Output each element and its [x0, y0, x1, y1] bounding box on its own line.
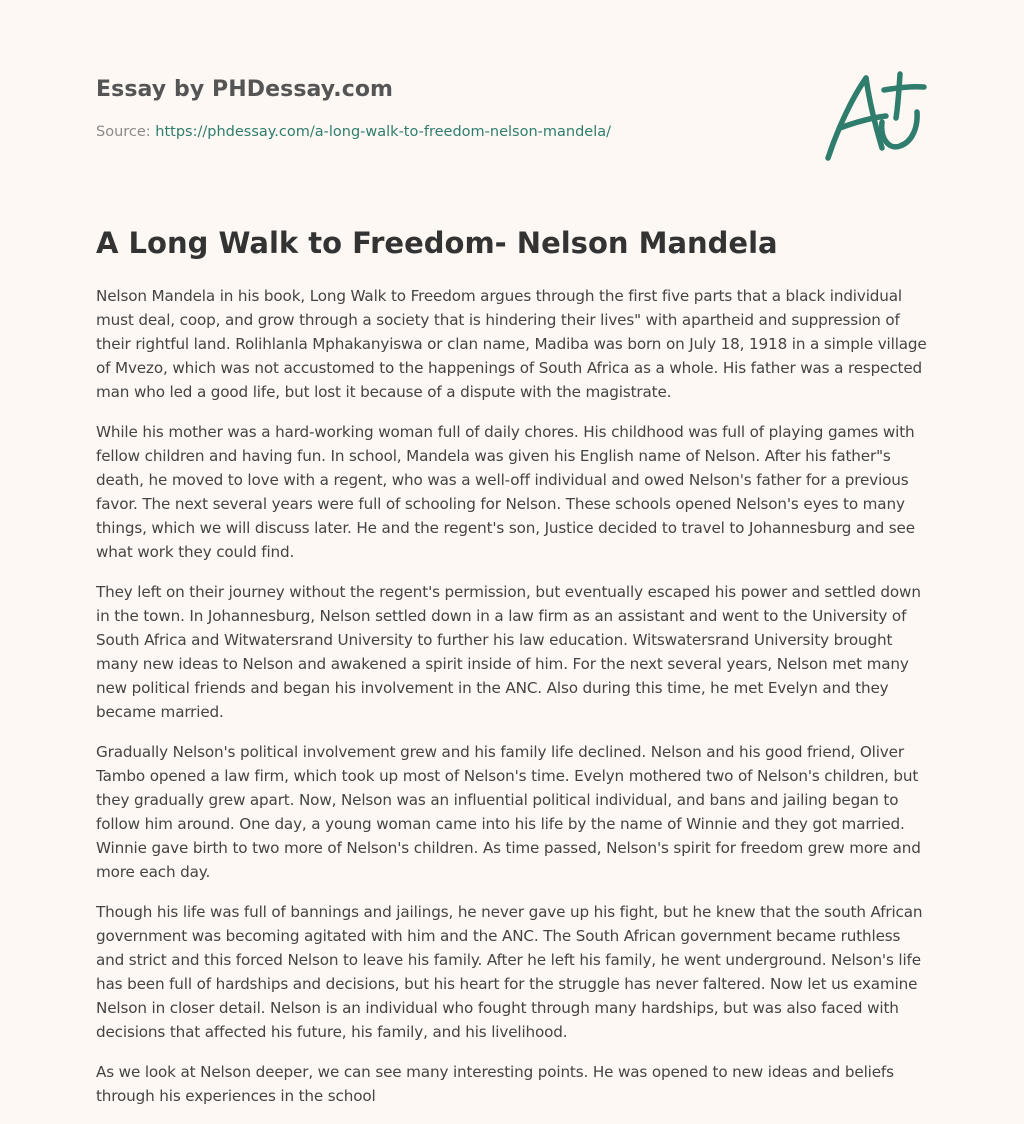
essay-body	[96, 284, 930, 1124]
essay-paragraph: They left on their journey without the regent's permission, but eventually escaped his power and settled down in the town. In Johannesburg, Nelson settled down in a law firm as an assistant and went to the University of South Africa and Witwatersrand University to further his law education. Witswatersrand University brought many new ideas to Nelson and awakened a spirit inside of him. For the next several years, Nelson met many new political friends and began his involvement in the ANC. Also during this time, he met Evelyn and they became married.	[96, 583, 921, 721]
essay-page	[96, 0, 930, 1105]
source-label: Source:	[96, 124, 156, 140]
a-plus-grade-icon	[820, 66, 930, 166]
essay-paragraph: As we look at Nelson deeper, we can see many interesting points. He was opened to new ideas and beliefs through his experiences in the school	[96, 1063, 894, 1105]
essay-title: A Long Walk to Freedom- Nelson Mandela	[96, 226, 778, 260]
essay-paragraph: Though his life was full of bannings and jailings, he never gave up his fight, but he knew that the south African government was becoming agitated with him and the ANC. The South African government became ruthless and strict and this forced Nelson to leave his family. After he left his family, he went underground. Nelson's life has been full of hardships and decisions, but his heart for the struggle has never faltered. Now let us examine Nelson in closer detail. Nelson is an individual who fought through many hardships, but was also faced with decisions that affected his future, his family, and his livelihood.	[96, 903, 923, 1041]
page-header	[96, 0, 930, 190]
essay-paragraph: Gradually Nelson's political involvement grew and his family life declined. Nelson and his good friend, Oliver Tambo opened a law firm, which took up most of Nelson's time. Evelyn mothered two of Nelson's children, but they gradually grew apart. Now, Nelson was an influential political individual, and bans and jailing began to follow him around. One day, a young woman came into his life by the name of Winnie and they got married. Winnie gave birth to two more of Nelson's children. As time passed, Nelson's spirit for freedom grew more and more each day.	[96, 743, 921, 881]
source-line	[96, 124, 611, 140]
essay-paragraph: Nelson Mandela in his book, Long Walk to Freedom argues through the first five parts that a black individual must deal, coop, and grow through a society that is hindering their lives" with apartheid and suppression of their rightful land. Rolihlanla Mphakanyiswa or clan name, Madiba was born on July 18, 1918 in a simple village of Mvezo, which was not accustomed to the happenings of South Africa as a whole. His father was a respected man who led a good life, but lost it because of a dispute with the magistrate.	[96, 287, 927, 401]
essay-paragraph: While his mother was a hard-working woman full of daily chores. His childhood was full of playing games with fellow children and having fun. In school, Mandela was given his English name of Nelson. After his father"s death, he moved to love with a regent, who was a well-off individual and owed Nelson's father for a previous favor. The next several years were full of schooling for Nelson. These schools opened Nelson's eyes to many things, which we will discuss later. He and the regent's son, Justice decided to travel to Johannesburg and see what work they could find.	[96, 423, 915, 561]
site-brand: Essay by PHDessay.com	[96, 77, 394, 102]
source-link[interactable]: https://phdessay.com/a-long-walk-to-freedom-nelson-mandela/	[155, 124, 611, 140]
